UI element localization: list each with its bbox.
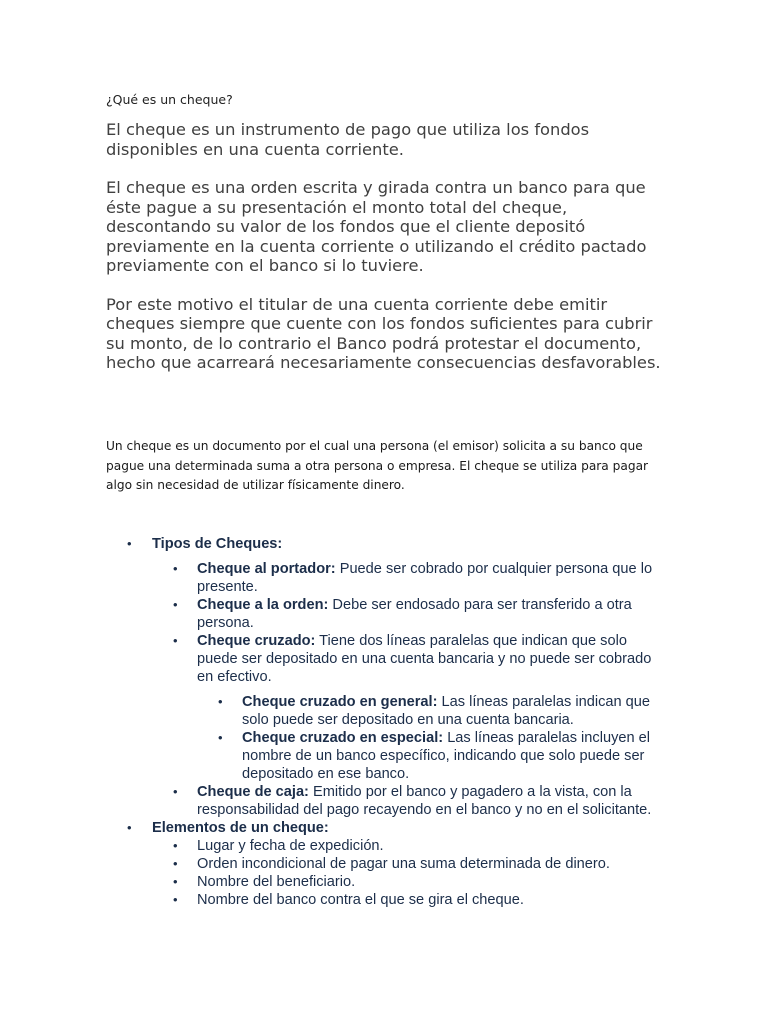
term: Cheque cruzado: [197, 633, 316, 649]
term: Cheque al portador: [197, 561, 336, 577]
list-heading-types: Tipos de Cheques: [152, 536, 283, 552]
main-list [0, 535, 768, 909]
bullet-list-section [0, 535, 768, 909]
list-item [152, 632, 659, 783]
list-item [152, 783, 659, 819]
term: Cheque de caja: [197, 784, 309, 800]
intro-paragraphs [106, 120, 666, 392]
paragraph: El cheque es un instrumento de pago que utiliza los fondos disponibles en una cuenta corriente. [106, 120, 590, 159]
list-item: • Lugar y fecha de expedición. [152, 837, 659, 855]
list-heading-elements: Elementos de un cheque: [152, 820, 329, 836]
description: Emitido por el banco y pagadero a la vista, con la responsabilidad del pago recayendo en el banco y no en el solicitante. [197, 784, 652, 818]
list-item-elements [0, 819, 662, 909]
description: Las líneas paralelas indican que solo puede ser depositado en una cuenta bancaria. [242, 694, 651, 728]
page-title: ¿Qué es un cheque? [106, 92, 233, 107]
list-item: • Nombre del banco contra el que se gira el cheque. [152, 891, 659, 909]
paragraph: El cheque es una orden escrita y girada contra un banco para que éste pague a su presentación el monto total del cheque, descontando su valor de los fondos que el cliente depositó previamente en la cuenta corriente o utilizando el crédito pactado previamente con el banco si lo tuviere. [106, 178, 647, 275]
list-item: • Nombre del beneficiario. [152, 873, 659, 891]
definition-paragraph: Un cheque es un documento por el cual una persona (el emisor) solicita a su banco que pague una determinada suma a otra persona o empresa. El cheque se utiliza para pagar algo sin necesidad de utilizar físicamente dinero. [106, 439, 649, 492]
crossed-subtypes-list [197, 693, 659, 783]
description: Las líneas paralelas incluyen el nombre de un banco específico, indicando que solo puede ser depositado en ese banco. [242, 730, 651, 782]
term: Cheque cruzado en especial: [242, 730, 444, 746]
list-item [152, 560, 659, 596]
list-item [197, 693, 658, 729]
list-item [197, 729, 658, 783]
list-item: • Orden incondicional de pagar una suma determinada de dinero. [152, 855, 659, 873]
elements-list [152, 837, 662, 909]
description: Tiene dos líneas paralelas que indican que solo puede ser depositado en una cuenta bancaria y no puede ser cobrado en efectivo. [197, 633, 652, 685]
list-item-types [0, 535, 662, 819]
term: Cheque a la orden: [197, 597, 329, 613]
description: Debe ser endosado para ser transferido a otra persona. [197, 597, 632, 631]
types-list [152, 560, 662, 819]
description: Puede ser cobrado por cualquier persona que lo presente. [197, 561, 653, 595]
term: Cheque cruzado en general: [242, 694, 438, 710]
paragraph: Por este motivo el titular de una cuenta corriente debe emitir cheques siempre que cuente con los fondos suficientes para cubrir su monto, de lo contrario el Banco podrá protestar el documento, hecho que acarreará necesariamente consecuencias desfavorables. [106, 294, 661, 372]
list-item [152, 596, 659, 632]
